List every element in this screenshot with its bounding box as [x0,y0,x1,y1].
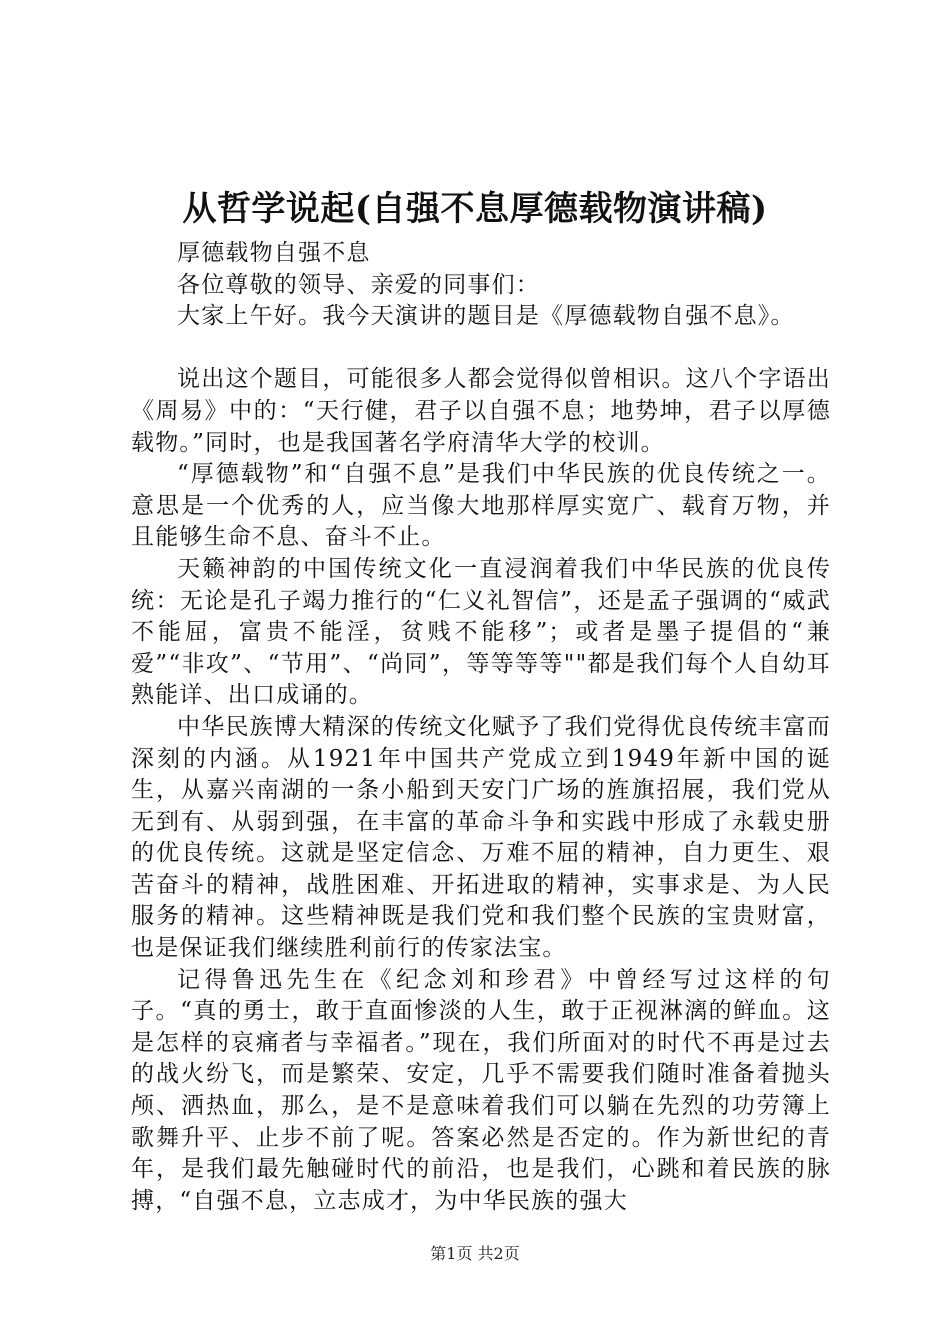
body-paragraph: 记得鲁迅先生在《纪念刘和珍君》中曾经写过这样的句子。“真的勇士，敢于直面惨淡的人生，敢于正视淋漓的鲜血。这是怎样的哀痛者与幸福者。”现在，我们所面对的时代不再是过去的战火纷飞，而是繁荣、安定，几乎不需要我们随时准备着抛头颅、洒热血，那么，是不是意味着我们可以躺在先烈的功劳簿上歌舞升平、止步不前了呢。答案必然是否定的。作为新世纪的青年，是我们最先触碰时代的前沿，也是我们，心跳和着民族的脉搏，“自强不息，立志成才，为中华民族的强大 [131,966,831,1214]
body-paragraph: 天籁神韵的中国传统文化一直浸润着我们中华民族的优良传统：无论是孔子竭力推行的“仁义礼智信”，还是孟子强调的“威武不能屈，富贵不能淫，贫贱不能移”；或者是墨子提倡的“兼爱”“非攻”、“节用”、“尚同”，等等等等""都是我们每个人自幼耳熟能详、出口成诵的。 [131,555,831,709]
document-title: 从哲学说起(自强不息厚德载物演讲稿) [182,189,768,229]
page-footer: 第1页 共2页 [430,1244,520,1263]
body-paragraph: “厚德载物”和“自强不息”是我们中华民族的优良传统之一。意思是一个优秀的人，应当像大地那样厚实宽广、载育万物，并且能够生命不息、奋斗不止。 [131,461,831,551]
greeting-paragraph: 大家上午好。我今天演讲的题目是《厚德载物自强不息》。 [177,303,795,330]
body-paragraph: 说出这个题目，可能很多人都会觉得似曾相识。这八个字语出《周易》中的：“天行健，君子以自强不息；地势坤，君子以厚德载物。”同时，也是我国著名学府清华大学的校训。 [131,366,831,456]
salutation-paragraph: 各位尊敬的领导、亲爱的同事们： [177,271,540,298]
document-body [131,238,831,1217]
subtitle-paragraph: 厚德载物自强不息 [177,240,371,266]
body-paragraph: 中华民族博大精深的传统文化赋予了我们党得优良传统丰富而深刻的内涵。从1921年中国共产党成立到1949年新中国的诞生，从嘉兴南湖的一条小船到天安门广场的旌旗招展，我们党从无到有、从弱到强，在丰富的革命斗争和实践中形成了永载史册的优良传统。这就是坚定信念、万难不屈的精神，自力更生、艰苦奋斗的精神，战胜困难、开拓进取的精神，实事求是、为人民服务的精神。这些精神既是我们党和我们整个民族的宝贵财富，也是保证我们继续胜利前行的传家法宝。 [131,713,831,962]
